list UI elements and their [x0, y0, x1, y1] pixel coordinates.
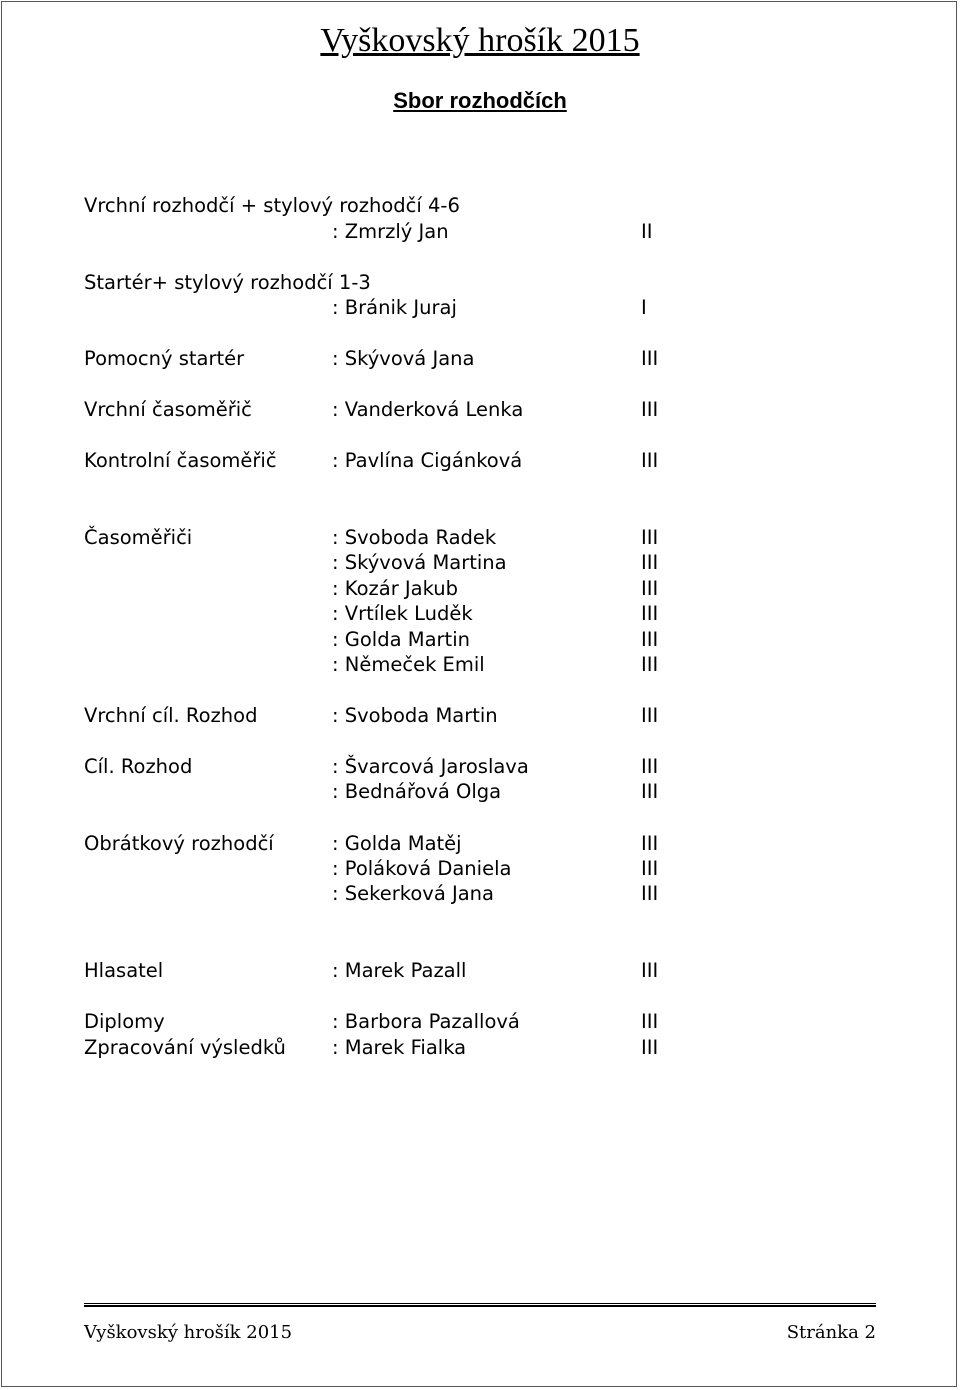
person-name: : Zmrzlý Jan	[332, 220, 449, 243]
person-name: : Poláková Daniela	[332, 857, 512, 880]
footer-divider	[84, 1303, 876, 1307]
role-label: Vrchní časoměřič	[84, 398, 252, 421]
person-name: : Svoboda Radek	[332, 526, 497, 549]
qualification-level: I	[641, 296, 647, 319]
role-label: Startér+ stylový rozhodčí 1-3	[84, 271, 371, 294]
person-name: : Golda Martin	[332, 628, 470, 651]
person-name: : Marek Pazall	[332, 959, 467, 982]
person-name: : Švarcová Jaroslava	[332, 755, 529, 778]
qualification-level: III	[641, 882, 659, 905]
person-name: : Golda Matěj	[332, 832, 462, 855]
qualification-level: III	[641, 780, 659, 803]
person-name: : Pavlína Cigánková	[332, 449, 523, 472]
role-label: Obrátkový rozhodčí	[84, 832, 274, 855]
footer-page-number: Stránka 2	[786, 1322, 876, 1343]
qualification-level: III	[641, 577, 659, 600]
person-name: : Marek Fialka	[332, 1036, 467, 1059]
person-name: : Barbora Pazallová	[332, 1010, 520, 1033]
role-label: Vrchní rozhodčí + stylový rozhodčí 4-6	[84, 194, 460, 217]
document-subtitle: Sbor rozhodčích	[393, 88, 567, 113]
role-label: Diplomy	[84, 1010, 165, 1033]
role-label: Cíl. Rozhod	[84, 755, 193, 778]
person-name: : Sekerková Jana	[332, 882, 494, 905]
qualification-level: III	[641, 1036, 659, 1059]
role-label: Hlasatel	[84, 959, 164, 982]
qualification-level: III	[641, 347, 659, 370]
qualification-level: II	[641, 220, 653, 243]
person-name: : Skývová Martina	[332, 551, 507, 574]
qualification-level: III	[641, 755, 659, 778]
qualification-level: III	[641, 857, 659, 880]
person-name: : Němeček Emil	[332, 653, 485, 676]
qualification-level: III	[641, 602, 659, 625]
role-label: Časoměřiči	[84, 526, 193, 549]
qualification-level: III	[641, 653, 659, 676]
qualification-level: III	[641, 832, 659, 855]
person-name: : Bránik Juraj	[332, 296, 457, 319]
role-label: Vrchní cíl. Rozhod	[84, 704, 258, 727]
person-name: : Svoboda Martin	[332, 704, 498, 727]
qualification-level: III	[641, 551, 659, 574]
person-name: : Kozár Jakub	[332, 577, 459, 600]
document-title: Vyškovský hrošík 2015	[320, 22, 640, 59]
footer-document-name: Vyškovský hrošík 2015	[84, 1322, 293, 1343]
person-name: : Skývová Jana	[332, 347, 475, 370]
person-name: : Vrtílek Luděk	[332, 602, 473, 625]
qualification-level: III	[641, 628, 659, 651]
qualification-level: III	[641, 959, 659, 982]
role-label: Kontrolní časoměřič	[84, 449, 277, 472]
qualification-level: III	[641, 704, 659, 727]
qualification-level: III	[641, 526, 659, 549]
qualification-level: III	[641, 1010, 659, 1033]
person-name: : Bednářová Olga	[332, 780, 502, 803]
role-label: Zpracování výsledků	[84, 1036, 286, 1059]
qualification-level: III	[641, 398, 659, 421]
person-name: : Vanderková Lenka	[332, 398, 524, 421]
qualification-level: III	[641, 449, 659, 472]
role-label: Pomocný startér	[84, 347, 245, 370]
